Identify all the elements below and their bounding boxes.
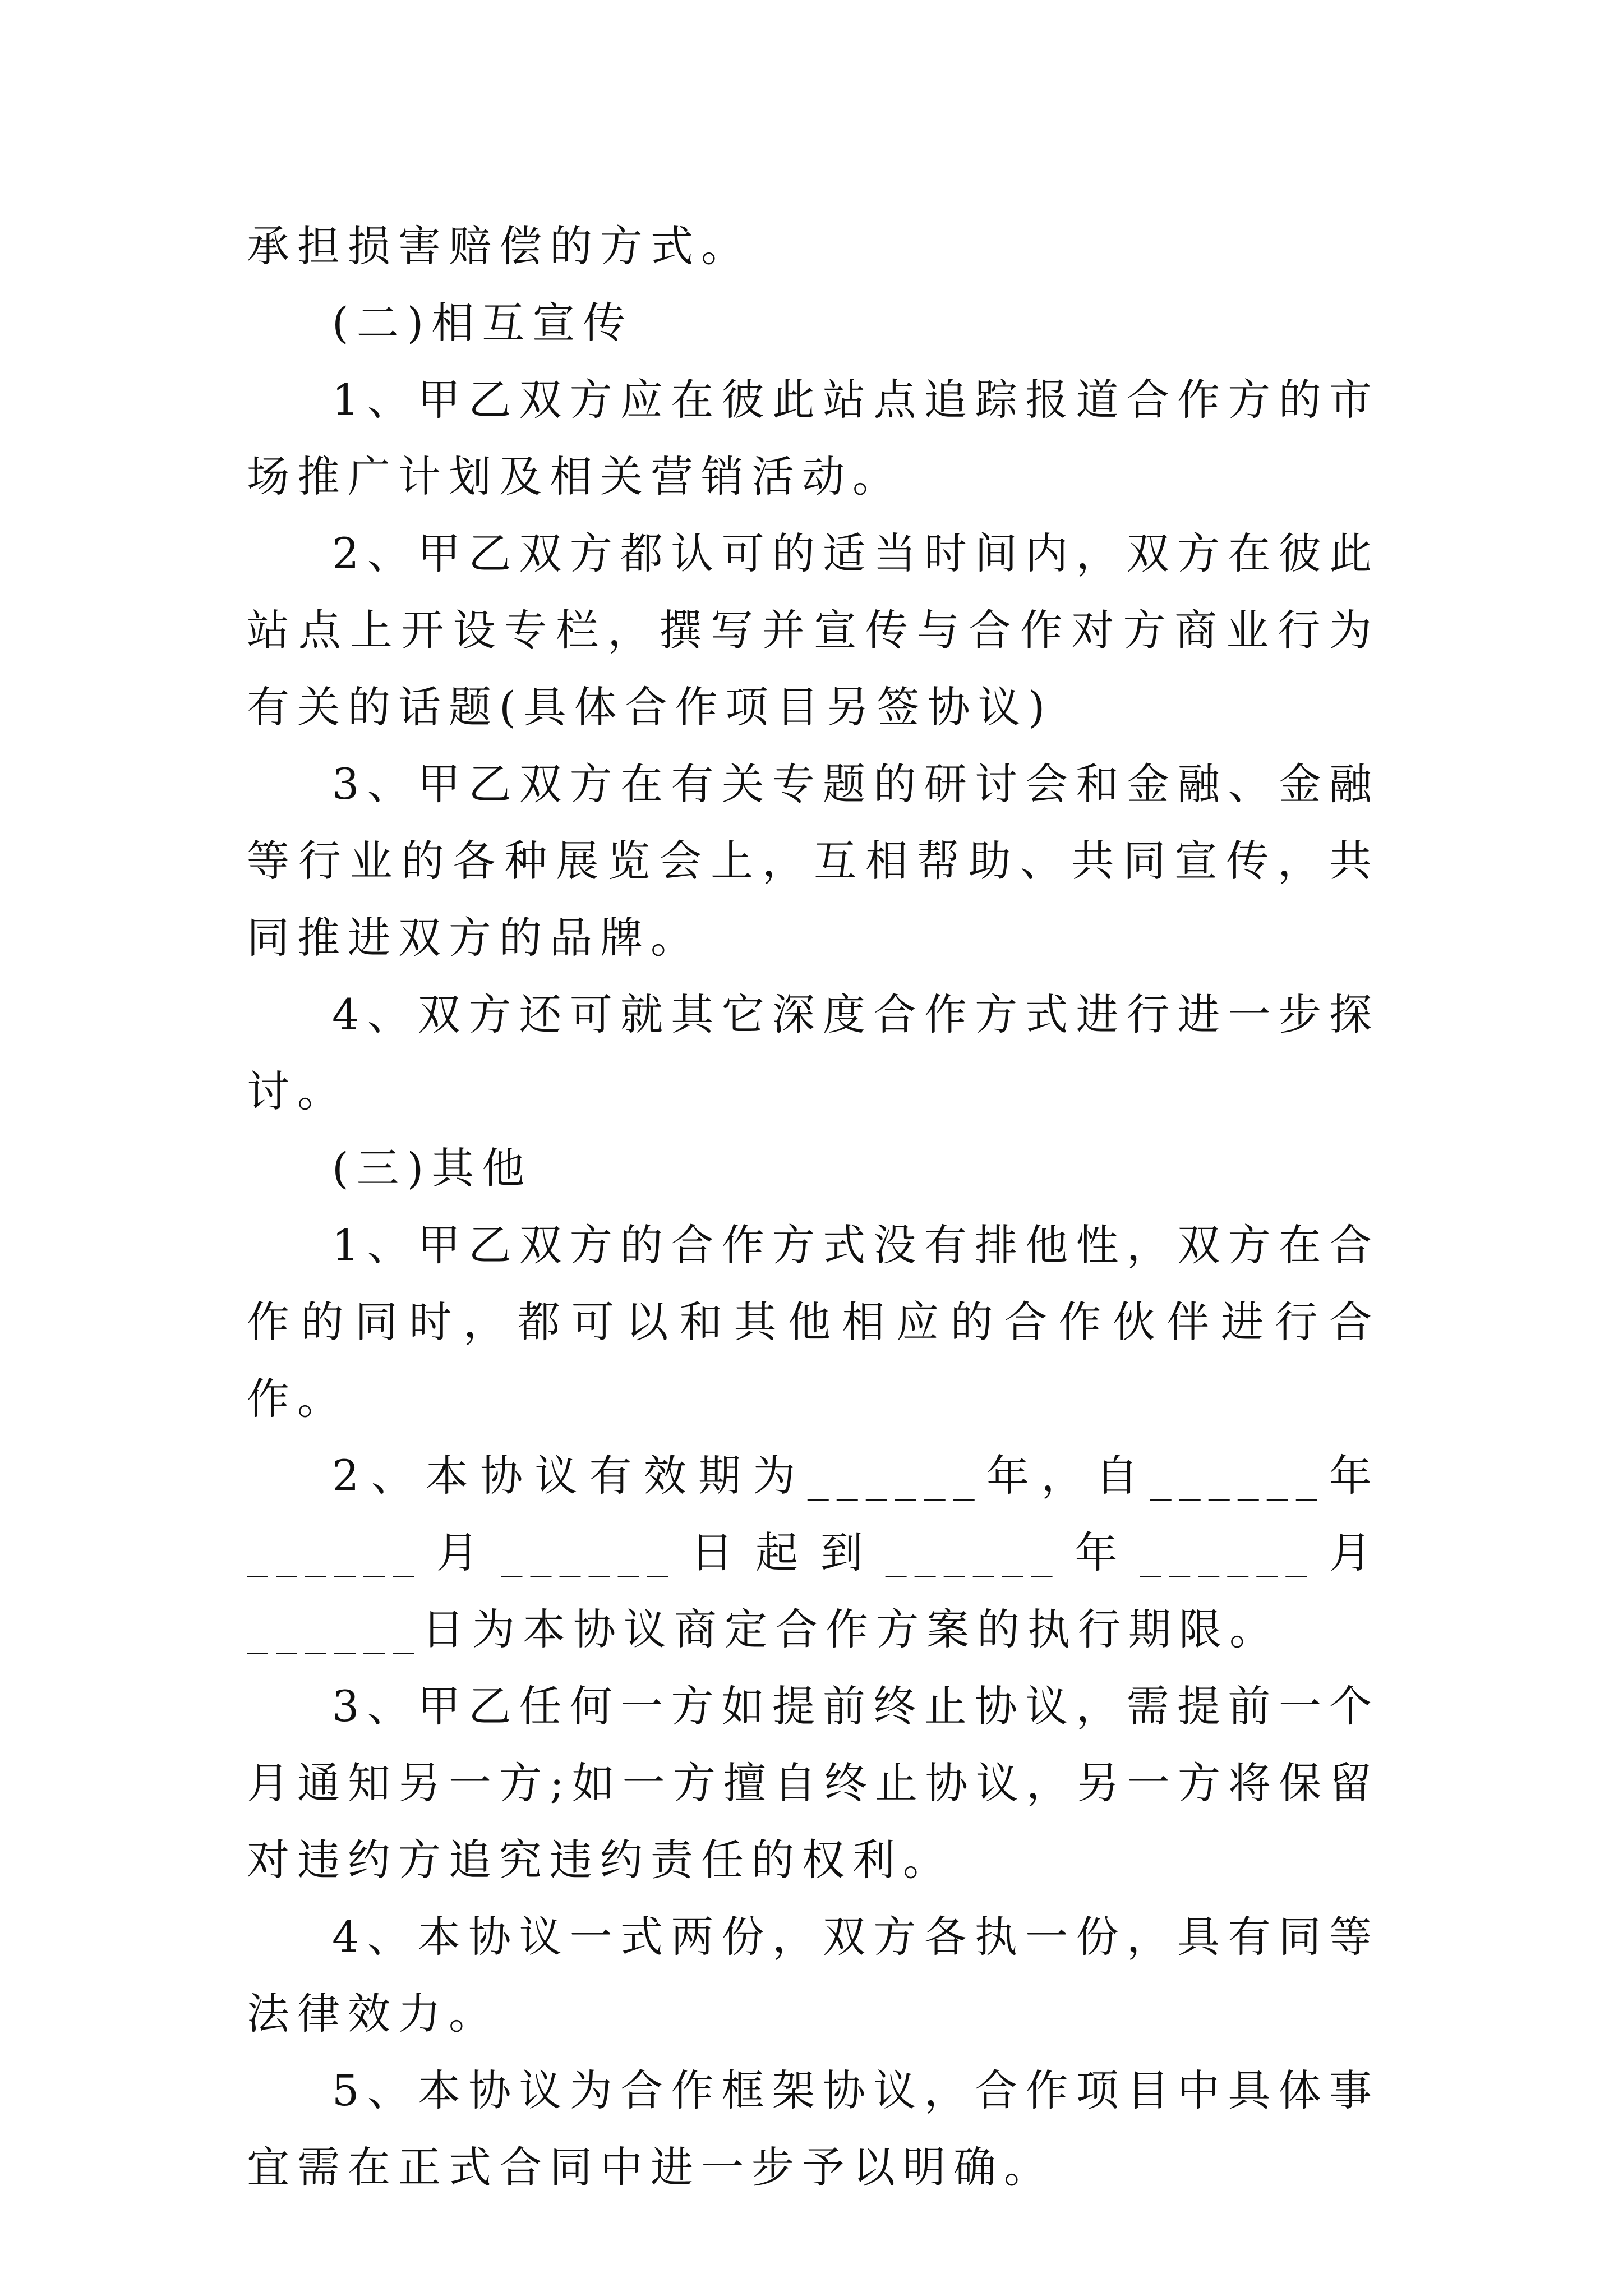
clause-promotion-4: 4、双方还可就其它深度合作方式进行进一步探讨。 <box>247 990 1380 1116</box>
paragraph-continuation: 承担损害赔偿的方式。 <box>247 221 751 271</box>
clause-promotion-3: 3、甲乙双方在有关专题的研讨会和金融、金融等行业的各种展览会上，互相帮助、共同宣传，共同推进双方的品牌。 <box>247 759 1380 963</box>
section-heading-mutual-promotion: (二)相互宣传 <box>332 298 634 348</box>
clause-other-4: 4、本协议一式两份，双方各执一份，具有同等法律效力。 <box>247 1912 1380 2039</box>
document-body <box>247 208 1380 2206</box>
clause-other-1: 1、甲乙双方的合作方式没有排他性，双方在合作的同时，都可以和其他相应的合作伙伴进行合作。 <box>247 1220 1380 1424</box>
clause-other-5: 5、本协议为合作框架协议，合作项目中具体事宜需在正式合同中进一步予以明确。 <box>247 2065 1380 2192</box>
clause-other-2: 2、本协议有效期为______年，自______年______月______日起到______年______月______日为本协议商定合作方案的执行期限。 <box>247 1451 1380 1654</box>
clause-promotion-2: 2、甲乙双方都认可的适当时间内，双方在彼此站点上开设专栏，撰写并宣传与合作对方商业行为有关的话题(具体合作项目另签协议) <box>247 528 1380 732</box>
clause-promotion-1: 1、甲乙双方应在彼此站点追踪报道合作方的市场推广计划及相关营销活动。 <box>247 375 1380 501</box>
clause-other-3: 3、甲乙任何一方如提前终止协议，需提前一个月通知另一方;如一方擅自终止协议，另一方将保留对违约方追究违约责任的权利。 <box>247 1681 1380 1885</box>
section-heading-other: (三)其他 <box>332 1143 533 1193</box>
